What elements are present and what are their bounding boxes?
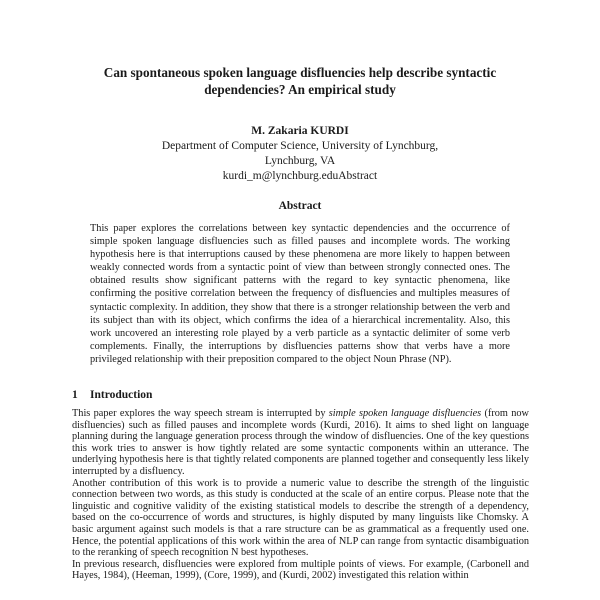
- title-line-1: Can spontaneous spoken language disfluencies help describe syntactic: [103, 65, 497, 80]
- section-heading-introduction: [72, 389, 152, 401]
- title-line-2: dependencies? An empirical study: [204, 82, 396, 97]
- intro-paragraph-3: In previous research, disfluencies were explored from multiple points of views. For example, (Carbonell and Hayes, 1984), (Heeman, 1999), (Core, 1999), and (Kurdi, 2002) investigated this relation within: [72, 558, 529, 582]
- affiliation-line-1: Department of Computer Science, University of Lynchburg,: [161, 140, 439, 152]
- intro-paragraph-1: [72, 408, 529, 478]
- intro-paragraph-2: Another contribution of this work is to provide a numeric value to describe the strength of the linguistic connection between two words, as this study is conducted at the scale of an entire corpus. Please note that the linguistic and cognitive validity of the existing statistical models to describe the strength of a dependency, based on the co-occurrence of words and structures, is highly disputed by many linguists like Chomsky. A basic argument against such models is that a rare structure can be as grammatical as a frequently used one. Hence, the potential applications of this work within the area of NLP can range from syntactic disambiguation to the reranking of speech recognition N best hypotheses.: [72, 477, 529, 559]
- introduction-body: [72, 408, 529, 582]
- author-email: kurdi_m@lynchburg.eduAbstract: [222, 170, 378, 182]
- author-block: [100, 124, 500, 184]
- author-name: M. Zakaria KURDI: [251, 125, 349, 137]
- section-title: Introduction: [90, 389, 153, 401]
- intro-p1-text-b: (from now disfluencies) such as filled pauses and incomplete words (Kurdi, 2016). It aims to shed light on language planning during the language generation process through the window of disfluencies. One of the key questions this work tries to answer is how tightly related are some syntactic components within an utterance. The underlying hypothesis here is that tightly related components are planned together and consequently less likely interrupted by a disfluency.: [72, 408, 529, 477]
- intro-p1-emphasis: simple spoken language disfluencies: [328, 408, 482, 419]
- abstract-heading: Abstract: [278, 200, 322, 212]
- affiliation-line-2: Lynchburg, VA: [264, 155, 336, 167]
- section-number: 1: [72, 389, 78, 401]
- abstract-text: This paper explores the correlations between key syntactic dependencies and the occurrence of simple spoken language disfluencies such as filled pauses and incomplete words. The working hypothesis here is that interruptions caused by these phenomena are more likely to happen between weakly connected words from a syntactic point of view than between strongly connected ones. The obtained results show significant patterns with the regard to key syntactic phenomena, like confirming the positive correlation between the frequency of disfluencies and multiples measures of syntactic complexity. In addition, they show that there is a stronger relationship between the verb and its subject than with its object, which confirms the idea of a hierarchical incrementality. Also, this work uncovered an interesting role played by a verb particle as a syntactic delimiter of some verb complements. Finally, the interruptions by disfluencies patterns show that verbs have a more privileged relationship with their preposition compared to the object Noun Phrase (NP).: [90, 223, 510, 365]
- intro-p1-text-a: This paper explores the way speech stream is interrupted by: [72, 408, 329, 419]
- paper-title: [60, 64, 540, 98]
